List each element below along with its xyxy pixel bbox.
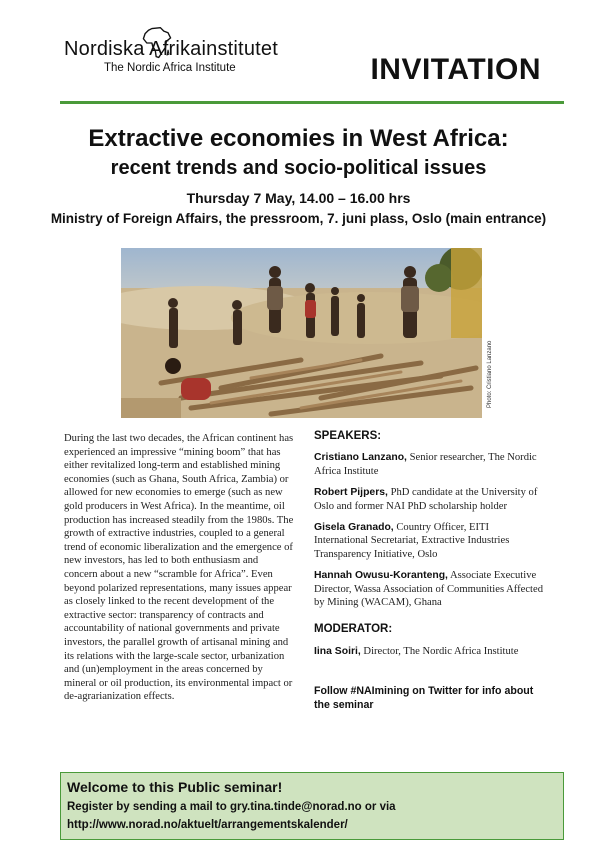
photo-credit [485, 340, 493, 410]
invitation-heading: INVITATION [370, 53, 541, 86]
moderator-role: Director, The Nordic Africa Institute [360, 645, 519, 657]
event-description: During the last two decades, the African continent has experienced an impressive “mining boom” that has either revitalized long-term and established mining economies (such as Ghana, South Africa, Zambia) or allowed for new economies to emerge (such as new gold producers in West Africa). In the meantime, oil production has increased steadily from the 1980s. The growth of extractive industries, coupled to a general trend of economic liberalization and the emergence of new investors, has led to both enthusiasm and concern about a new “scramble for Africa”. Even beyond polarized representations, many issues appear as closely linked to the recent development of the extractive sector: transparency of contracts and accountability of national governments and private investors, the parallel growth of artisanal mining and its relations with the large-scale sector, urbanization and (un)employment in the areas concerned by mineral or oil production, its environmental impact or de-agrarianization effects. [64, 433, 294, 703]
speaker-name: Cristiano Lanzano, [314, 452, 407, 464]
speaker-item [314, 521, 544, 561]
registration-link[interactable]: http://www.norad.no/aktuelt/arrangementskalender/ [67, 819, 348, 831]
speaker-name: Robert Pijpers, [314, 487, 388, 499]
moderator-item [314, 645, 544, 658]
speakers-panel [314, 430, 544, 712]
event-title-block [40, 124, 557, 230]
event-subtitle: recent trends and socio-political issues [110, 157, 487, 179]
moderator-heading: MODERATOR: [314, 623, 393, 636]
moderator-name: Iina Soiri, [314, 645, 361, 657]
speaker-role: Associate Executive Director, Wassa Association of Communities Affected by Mining (WACAM), Ghana [314, 570, 543, 609]
speaker-name: Hannah Owusu-Koranteng, [314, 570, 448, 582]
speakers-heading: SPEAKERS: [314, 430, 382, 442]
speaker-role: Country Officer, EITI International Secretariat, Extractive Industries Transparency Initiative, Oslo [314, 522, 510, 560]
africa-map-icon [140, 26, 174, 60]
speaker-role: PhD candidate at the University of Oslo and former NAI PhD scholarship holder [314, 487, 538, 512]
event-venue: Ministry of Foreign Affairs, the pressroom, 7. juni plass, Oslo (main entrance) [50, 211, 547, 226]
mining-photo [121, 248, 482, 418]
registration-box [60, 772, 564, 840]
mining-scene-illustration [121, 248, 482, 418]
speaker-item [314, 486, 544, 513]
org-name: Nordiska Afrikainstitutet [64, 38, 278, 60]
event-date-time: Thursday 7 May, 14.00 – 16.00 hrs [186, 190, 411, 206]
photo-credit-text: Photo: Cristiano Lanzano [487, 340, 493, 408]
header-divider [60, 101, 564, 104]
twitter-note: Follow #NAImining on Twitter for info about the seminar [314, 685, 534, 712]
header [0, 0, 597, 100]
speaker-item [314, 569, 544, 609]
registration-instructions: Register by sending a mail to gry.tina.tinde@norad.no or via [67, 801, 396, 813]
org-subtitle: The Nordic Africa Institute [104, 62, 236, 74]
speaker-name: Gisela Granado, [314, 522, 394, 534]
speaker-item [314, 451, 544, 478]
event-title: Extractive economies in West Africa: [88, 125, 509, 152]
speaker-role: Senior researcher, The Nordic Africa Institute [314, 452, 537, 477]
institute-logo [64, 38, 278, 74]
welcome-heading: Welcome to this Public seminar! [67, 779, 283, 795]
